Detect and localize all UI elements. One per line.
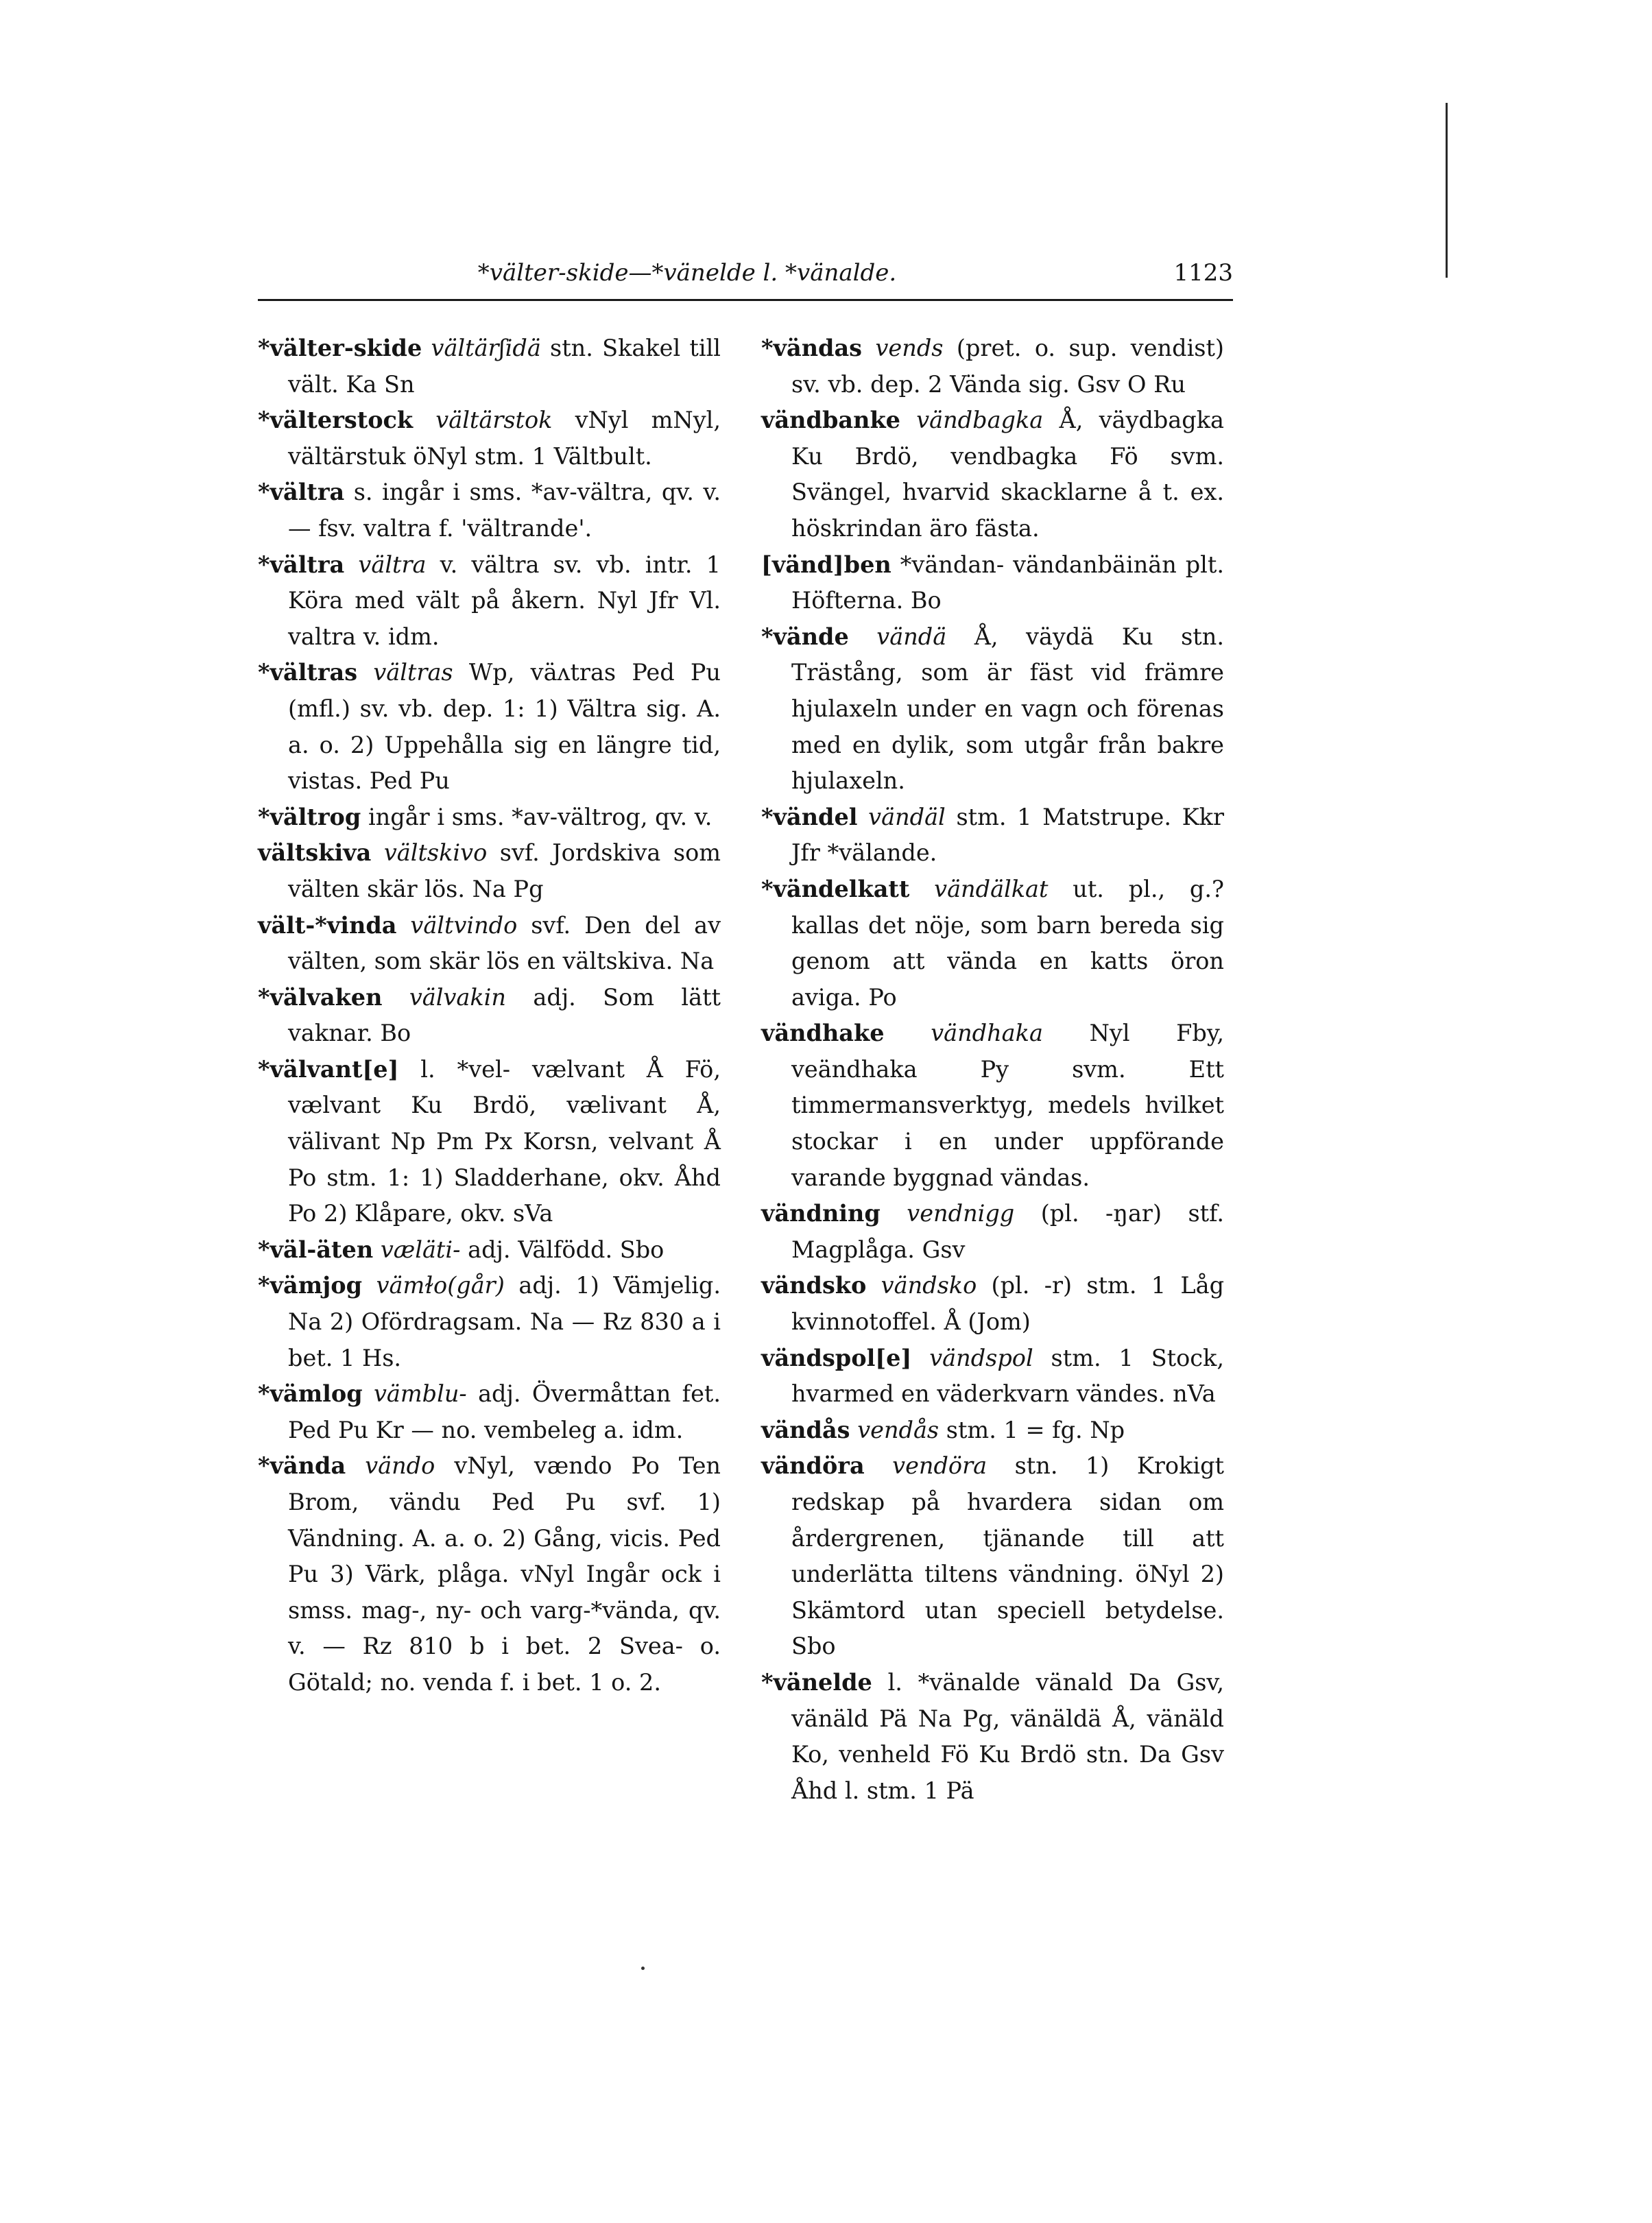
entry-text: adj. Som lätt vaknar. Bo [288,983,721,1047]
entry-form: vältärʃidä [431,335,541,361]
dictionary-entry [761,872,1224,1016]
scan-speck [641,1967,645,1970]
entry-headword: vändöra [761,1452,865,1480]
entry-headword: *vänelde [761,1668,872,1696]
entry-form: vändbagka [916,407,1044,434]
entry-text: stn. 1) Krokigt redskap på hvardera sidan om årdergrenen, tjänande till att underlätta tiltens vändning. öNyl 2) Skämtord utan speciell betydelse. Sbo [791,1452,1224,1660]
scan-margin-line [1446,103,1448,278]
dictionary-entry [258,1376,721,1448]
entry-headword: *välvant[e] [258,1055,399,1083]
entry-headword: *vältra [258,479,345,506]
entry-headword: *välterstock [258,407,414,434]
entry-text: svf. Jordskiva som välten skär lös. Na Pg [288,839,721,902]
entry-text: Wp, väʌtras Ped Pu (mfl.) sv. vb. dep. 1: 1) Vältra sig. A. a. o. 2) Uppehålla sig en längre tid, vistas. Ped Pu [288,659,721,795]
entry-text: svf. Den del av välten, som skär lös en vältskiva. Na [288,911,721,975]
entry-headword: *väl-äten [258,1236,374,1263]
entry-form: vendås [857,1416,939,1443]
entry-form: vändsko [881,1272,977,1299]
entry-headword: *vända [258,1452,346,1480]
dictionary-entry [761,619,1224,800]
entry-form: välvakin [409,983,506,1011]
dictionary-entry [761,1448,1224,1665]
page-header [258,259,1233,300]
entry-headword: *vändel [761,803,858,830]
entry-form: vändo [365,1452,435,1480]
dictionary-entry [258,402,721,474]
entry-text: stm. 1 = fg. Np [946,1416,1125,1443]
dictionary-entry [761,800,1224,872]
entry-text: v. vältra sv. vb. intr. 1 Köra med vält på åkern. Nyl Jfr Vl. valtra v. idm. [288,551,721,650]
entry-headword: *välvaken [258,983,383,1011]
entry-text: (pl. -r) stm. 1 Låg kvinnotoffel. Å (Jom) [791,1272,1225,1336]
dictionary-entry [258,835,721,907]
entry-text: Å, väydä Ku stn. Trästång, som är fäst vid främre hjulaxeln under en vagn och förenas med en dylik, som utgår från bakre hjulaxeln. [791,623,1224,795]
dictionary-entry [761,1016,1224,1196]
entry-form: vältskivo [383,839,488,867]
page-number: 1123 [1173,259,1233,287]
entry-form: vämblu- [374,1380,467,1408]
entry-form: vältvindo [410,911,518,939]
entry-form: vändspol [929,1344,1033,1371]
entry-text: ut. pl., g.? kallas det nöje, som barn bereda sig genom att vända en katts öron aviga. Po [791,875,1224,1011]
right-column [761,331,1224,1809]
entry-form: vämɫo(går) [376,1272,505,1299]
entry-headword: vändhake [761,1020,885,1047]
entry-headword: *vältra [258,551,345,578]
entry-headword: *vämjog [258,1272,363,1299]
entry-headword: vändås [761,1416,850,1443]
dictionary-entry [761,1268,1224,1340]
entry-form: vändhaka [931,1020,1043,1047]
dictionary-entry [761,402,1224,546]
entry-form: vendöra [892,1452,987,1480]
entry-headword: *vände [761,623,849,650]
entry-headword: vändspol[e] [761,1344,912,1371]
dictionary-entry [761,1413,1224,1449]
entry-text: stm. 1 Matstrupe. Kkr Jfr *välande. [791,803,1224,867]
entry-text: stm. 1 Stock, hvarmed en väderkvarn vändes. nVa [791,1344,1224,1408]
entry-form: vends [875,335,944,361]
entry-text: Nyl Fby, veändhaka Py svm. Ett timmermansverktyg, medels hvilket stockar i en under uppförande varande byggnad vändas. [791,1020,1224,1191]
dictionary-entry [258,1052,721,1232]
dictionary-entry [761,1665,1224,1809]
entry-headword: vältskiva [258,839,372,867]
entry-headword: *vämlog [258,1380,363,1408]
dictionary-entry [761,331,1224,402]
entry-text: vNyl, vændo Po Ten Brom, vändu Ped Pu svf. 1) Vändning. A. a. o. 2) Gång, vicis. Ped Pu 3) Värk, plåga. vNyl Ingår ock i smss. mag-, ny- och varg-*vända, qv. v. — Rz 810 b i bet. 2 Svea- o. Götald; no. venda f. i bet. 1 o. 2. [288,1452,721,1696]
entry-text: s. ingår i sms. *av-vältra, qv. v. — fsv. valtra f. 'vältrande'. [288,479,721,542]
entry-text: adj. Övermåttan fet. Ped Pu Kr — no. vembeleg a. idm. [288,1380,721,1443]
entry-form: vendnigg [907,1200,1015,1227]
dictionary-entry [258,1232,721,1269]
entry-text: (pret. o. sup. vendist) sv. vb. dep. 2 Vända sig. Gsv O Ru [791,335,1225,398]
entry-text: *vändan- vändanbäinän plt. Höfterna. Bo [791,551,1224,614]
entry-text: adj. 1) Vämjelig. Na 2) Ofördragsam. Na — Rz 830 a i bet. 1 Hs. [288,1272,721,1371]
entry-text: l. *vel- vælvant Å Fö, vælvant Ku Brdö, vælivant Å, välivant Np Pm Px Korsn, velvant Å Po stm. 1: 1) Sladderhane, okv. Åhd Po 2) Klåpare, okv. sVa [288,1055,721,1227]
dictionary-entry [761,1196,1224,1268]
entry-form: vändä [876,623,947,650]
dictionary-entry [761,1341,1224,1413]
entry-headword: vält-*vinda [258,911,397,939]
entry-text: vNyl mNyl, vältärstuk öNyl stm. 1 Vältbult. [288,407,721,470]
dictionary-entry [258,800,721,836]
dictionary-entry [258,474,721,546]
dictionary-entry [258,331,721,402]
entry-text: l. *vänalde vänald Da Gsv, vänäld Pä Na Pg, vänäldä Å, vänäld Ko, venheld Fö Ku Brdö stn. Da Gsv Åhd l. stm. 1 Pä [791,1668,1224,1804]
dictionary-entry [258,1268,721,1376]
entry-text: ingår i sms. *av-vältrog, qv. v. [368,803,713,830]
dictionary-entry [258,980,721,1052]
header-rule [258,299,1233,301]
entry-headword: [vänd]ben [761,551,891,578]
entry-form: vältra [358,551,427,578]
entry-form: vältras [373,659,453,686]
dictionary-entry [258,908,721,980]
running-head: *välter-skide—*vänelde l. *vänalde. [477,259,897,287]
dictionary-entry [258,655,721,799]
entry-text: stn. Skakel till vält. Ka Sn [288,335,721,398]
entry-headword: *vältras [258,659,358,686]
entry-text: Å, väydbagka Ku Brdö, vendbagka Fö svm. Svängel, hvarvid skacklarne å t. ex. höskrindan äro fästa. [791,407,1224,542]
dictionary-entry [258,547,721,656]
entry-headword: vändning [761,1200,881,1227]
entry-text: (pl. -ŋar) stf. Magplåga. Gsv [791,1200,1224,1263]
entry-headword: *vändelkatt [761,875,910,902]
entry-form: vältärstok [435,407,553,434]
entry-headword: vändsko [761,1272,867,1299]
entry-form: vändälkat [934,875,1049,902]
dictionary-entry [258,1448,721,1701]
dictionary-entry [761,547,1224,619]
entry-headword: vändbanke [761,407,900,434]
entry-text: adj. Välfödd. Sbo [468,1236,665,1263]
entry-headword: *välter-skide [258,335,422,361]
left-column [258,331,721,1701]
entry-headword: *vändas [761,335,863,361]
entry-form: væläti- [380,1236,461,1263]
entry-form: vändäl [868,803,946,830]
entry-headword: *vältrog [258,803,361,830]
